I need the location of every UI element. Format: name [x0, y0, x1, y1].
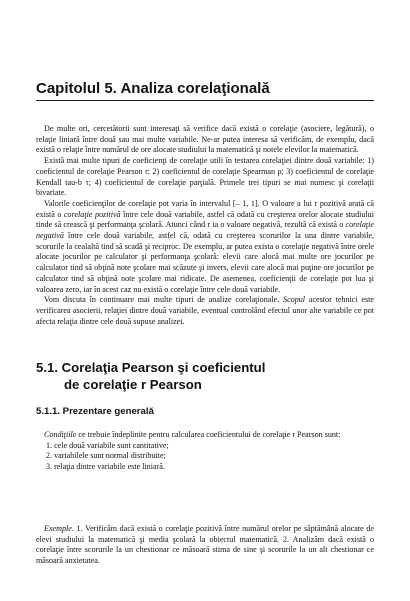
conditions-list	[36, 441, 374, 473]
p3-text-a: Valorile coeficienţilor de corelaţie pot varia în intervalul [– 1, 1]. O valoare a lui r pozitivă arată că există o	[36, 198, 374, 219]
intro-paragraph-2: Există mai multe tipuri de coeficienţi de corelaţie utili în testarea corelaţiei dintre două variabile: 1) coeficientul de corelaţie Pearson r; 2) coeficientul de corelaţie Spearman ρ; 3) coeficientul de corelaţie Kendall tau-b τ; 4) coeficientul de corelaţie parţială. Primele trei tipuri se mai numesc şi corelaţii bivariate.	[36, 156, 374, 198]
intro-paragraph-3	[36, 199, 374, 295]
examples-text: . 1. Verificăm dacă există o corelaţie pozitivă între numărul orelor pe săptămână alocate de elevi studiului la matematică şi media şcolară la obiectul matematică. 2. Analizăm dacă există o corelaţie între scorurile la un chestionar ce măsoară stima de sine şi scorurile la un alt chestionar ce măsoară anxietatea.	[36, 524, 374, 566]
term-positive-correlation: corelaţie pozitivă	[63, 209, 121, 219]
intro-paragraph-4	[36, 295, 374, 327]
conditions-lead-text: ce trebuie îndeplinite pentru calcularea coeficientului de corelaţie r Pearson sunt:	[76, 430, 341, 439]
conditions-block	[36, 430, 374, 473]
chapter-title-rule	[36, 100, 374, 101]
examples-paragraph	[36, 524, 374, 567]
section-title-line-1: 5.1. Corelaţia Pearson şi coeficientul	[36, 360, 266, 375]
p3-text-b: între cele două variabile, astfel că odată cu creşterea orelor alocate studiului tinde să crească şi performanţa şcolară. Atunci când r ia o valoare negativă, rezultă că există o	[36, 209, 374, 230]
intro-paragraph-1: De multe ori, cercetătorii sunt interesaţi să verifice dacă există o corelaţie (asociere, legătură), o relaţie liniară între două sau mai multe variabile. Ne-ar putea interesa să verificăm, de exemplu, dacă există o relaţie între numărul de ore alocate studiului la matematică şi notele elevilor la matematică.	[36, 124, 374, 155]
p4-text-a: Vom discuta în continuare mai multe tipuri de analize corelaţionale.	[44, 295, 284, 305]
conditions-lead	[36, 430, 374, 441]
chapter-title: Capitolul 5. Analiza corelaţională	[36, 80, 270, 97]
section-title-line-2: de corelaţie r Pearson	[64, 376, 202, 392]
term-conditions: Condiţiile	[44, 430, 77, 439]
p3-text-c: între cele două variabile, astfel că, odată cu creşterea scorurilor la una dintre variabile, scorurile la cealaltă tind să scadă şi reciproc. De exemplu, ar putea exista o corelaţie negativă între orele alocate jocurilor pe calculator şi performanţa şcolară: elevii care alocă mai multe ore jocurilor pe calculator tind să obţină note şcolare mai scăzute şi invers, elevii care alocă mai puţine ore jocurilor pe calculator tind să obţină note şcolare mai ridicate. De asemenea, coeficienţii de corelaţie pot lua şi valoarea zero, iar în acest caz nu există o corelaţie între cele două variabile.	[36, 231, 374, 294]
list-item: 3. relaţia dintre variabile este liniară.	[46, 462, 165, 472]
p4-text-b: acestor tehnici este verificarea asocierii, relaţiei dintre două variabile, eventual controlând efectul unor alte variabile ce pot afecta relaţia dintre cele două supuse analizei.	[36, 295, 374, 326]
term-negative-correlation: corelaţie negativă	[36, 220, 374, 241]
list-item: 1. cele două variabile sunt cantitative;	[46, 440, 169, 450]
list-item: 2. variabilele sunt normal distribuite;	[46, 451, 166, 461]
term-examples: Exemple	[44, 524, 72, 533]
intro-text	[36, 124, 374, 327]
term-scope: Scopul	[283, 295, 306, 305]
examples-block	[36, 524, 374, 567]
section-title	[36, 360, 374, 393]
subsection-title: 5.1.1. Prezentare generală	[36, 406, 154, 417]
